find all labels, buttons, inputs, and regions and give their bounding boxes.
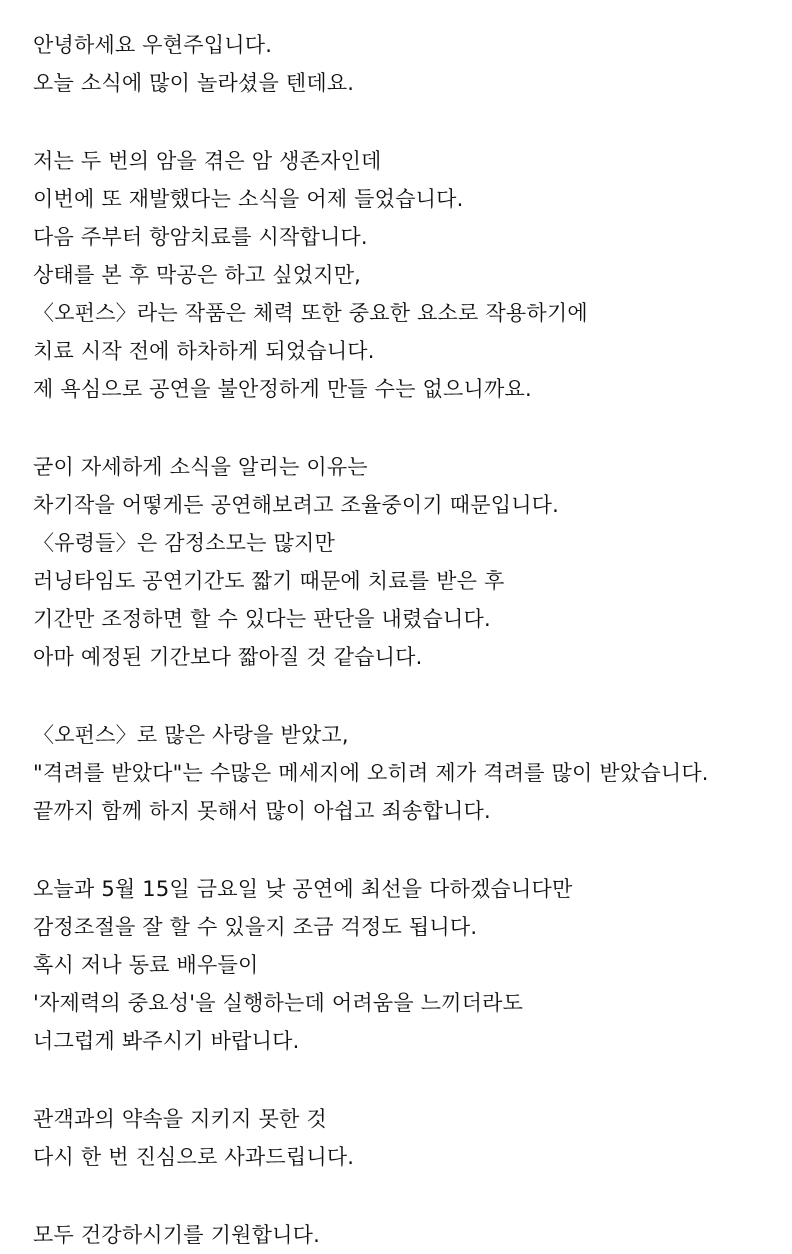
text-line: 끝까지 함께 하지 못해서 많이 아쉽고 죄송합니다. bbox=[33, 799, 491, 823]
text-line: 상태를 본 후 막공은 하고 싶었지만, bbox=[33, 263, 362, 287]
text-line: 오늘 소식에 많이 놀라셨을 텐데요. bbox=[33, 71, 355, 95]
text-line: 러닝타임도 공연기간도 짧기 때문에 치료를 받은 후 bbox=[33, 569, 505, 593]
text-line: '자제력의 중요성'을 실행하는데 어려움을 느끼더라도 bbox=[33, 991, 524, 1015]
paragraph-withdrawal bbox=[33, 142, 778, 408]
text-line: 〈유령들〉은 감정소모는 많지만 bbox=[33, 531, 335, 555]
text-line: 이번에 또 재발했다는 소식을 어제 들었습니다. bbox=[33, 187, 464, 211]
text-line: 굳이 자세하게 소식을 알리는 이유는 bbox=[33, 455, 368, 479]
text-line: 저는 두 번의 암을 겪은 암 생존자인데 bbox=[33, 149, 382, 173]
text-line: 차기작을 어떻게든 공연해보려고 조율중이기 때문입니다. bbox=[33, 493, 560, 517]
paragraph-apology bbox=[33, 1100, 778, 1176]
text-line: 다시 한 번 진심으로 사과드립니다. bbox=[33, 1145, 355, 1169]
paragraph-performances bbox=[33, 870, 778, 1060]
text-line: 오늘과 5월 15일 금요일 낮 공연에 최선을 다하겠습니다만 bbox=[33, 877, 573, 901]
text-line: 모두 건강하시기를 기원합니다. bbox=[33, 1223, 320, 1247]
letter-body bbox=[33, 26, 778, 1254]
text-line: 관객과의 약속을 지키지 못한 것 bbox=[33, 1107, 327, 1131]
text-line: "격려를 받았다"는 수많은 메세지에 오히려 제가 격려를 많이 받았습니다. bbox=[33, 761, 709, 785]
text-line: 〈오펀스〉로 많은 사랑을 받았고, bbox=[33, 723, 349, 747]
text-line: 안녕하세요 우현주입니다. bbox=[33, 33, 273, 57]
paragraph-closing bbox=[33, 1216, 778, 1254]
paragraph-thanks bbox=[33, 716, 778, 830]
text-line: 혹시 저나 동료 배우들이 bbox=[33, 953, 259, 977]
text-line: 아마 예정된 기간보다 짧아질 것 같습니다. bbox=[33, 645, 423, 669]
text-line: 감정조절을 잘 할 수 있을지 조금 걱정도 됩니다. bbox=[33, 915, 478, 939]
text-line: 기간만 조정하면 할 수 있다는 판단을 내렸습니다. bbox=[33, 607, 491, 631]
paragraph-next-work bbox=[33, 448, 778, 676]
text-line: 너그럽게 봐주시기 바랍니다. bbox=[33, 1029, 300, 1053]
paragraph-greeting bbox=[33, 26, 778, 102]
text-line: 〈오펀스〉라는 작품은 체력 또한 중요한 요소로 작용하기에 bbox=[33, 301, 588, 325]
text-line: 제 욕심으로 공연을 불안정하게 만들 수는 없으니까요. bbox=[33, 377, 532, 401]
text-line: 치료 시작 전에 하차하게 되었습니다. bbox=[33, 339, 375, 363]
text-line: 다음 주부터 항암치료를 시작합니다. bbox=[33, 225, 368, 249]
